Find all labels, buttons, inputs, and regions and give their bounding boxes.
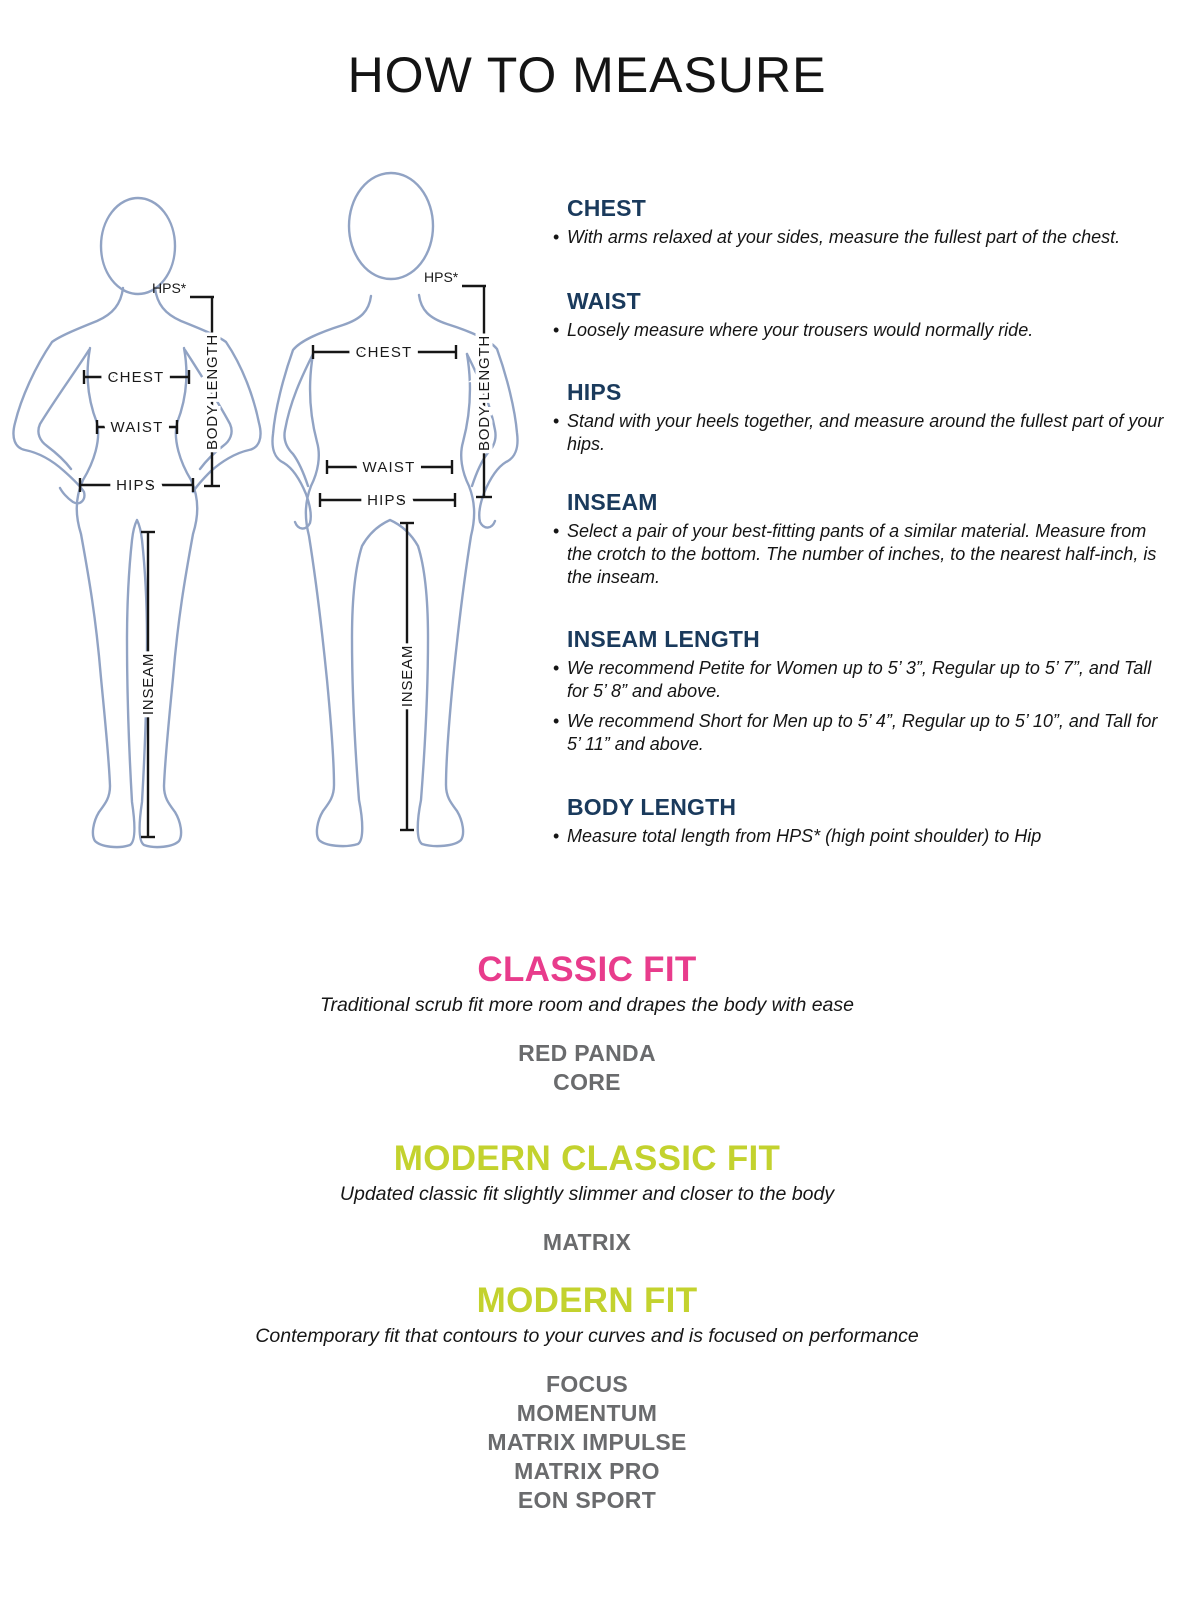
- instruction-bullet: [553, 710, 1171, 756]
- section-heading: CHEST: [567, 195, 646, 221]
- fit-description: Contemporary fit that contours to your curves and is focused on performance: [255, 1325, 919, 1347]
- male-inseam-label: INSEAM: [399, 644, 416, 708]
- instruction-bullet: [553, 226, 1171, 249]
- female-waist-label: WAIST: [110, 419, 164, 436]
- male-head-outline: [349, 173, 433, 279]
- instruction-section-hips: [553, 379, 1171, 456]
- bullet-dot: •: [553, 411, 560, 431]
- section-heading: WAIST: [567, 288, 641, 314]
- instruction-section-body-length: [553, 794, 1171, 848]
- fit-block-modern-classic: [0, 1139, 1174, 1257]
- bullet-text: We recommend Short for Men up to 5’ 4”, Regular up to 5’ 10”, and Tall for 5’ 11” and above.: [567, 710, 1158, 754]
- product-name: MATRIX: [542, 1229, 632, 1255]
- bullet-dot: •: [553, 826, 560, 846]
- fit-name: MODERN CLASSIC FIT: [393, 1139, 781, 1178]
- bullet-dot: •: [553, 320, 560, 340]
- section-heading: HIPS: [567, 379, 622, 405]
- fit-description: Traditional scrub fit more room and drapes the body with ease: [320, 994, 854, 1016]
- section-heading: INSEAM: [567, 489, 658, 515]
- fit-products: [0, 1039, 1174, 1097]
- instruction-section-inseam-length: [553, 626, 1171, 755]
- bullet-text: Stand with your heels together, and measure around the fullest part of your hips.: [567, 411, 1164, 454]
- section-heading: BODY LENGTH: [567, 794, 737, 820]
- bullet-dot: •: [553, 227, 560, 247]
- instruction-bullet: [553, 319, 1171, 342]
- fit-description: Updated classic fit slightly slimmer and closer to the body: [339, 1183, 835, 1205]
- bullet-dot: •: [553, 658, 560, 678]
- instruction-section-chest: [553, 195, 1171, 249]
- body-diagrams: [0, 140, 540, 900]
- fit-block-classic: [0, 950, 1174, 1097]
- female-body-length-label: BODY LENGTH: [204, 333, 221, 451]
- female-left-arm-outline: [13, 288, 123, 503]
- product-name: MATRIX PRO: [514, 1458, 660, 1484]
- product-name: RED PANDA: [518, 1040, 656, 1066]
- product-name: MOMENTUM: [516, 1400, 658, 1426]
- product-name: EON SPORT: [517, 1487, 657, 1513]
- fit-products: [0, 1228, 1174, 1257]
- fit-block-modern: [0, 1281, 1174, 1515]
- bullet-dot: •: [553, 710, 560, 731]
- fit-name: CLASSIC FIT: [477, 950, 697, 989]
- bullet-text: Select a pair of your best-fitting pants of a similar material. Measure from the crotch to the bottom. The number of inches, to the nearest half-inch, is the inseam.: [567, 521, 1157, 587]
- bullet-text: We recommend Petite for Women up to 5’ 3”, Regular up to 5’ 7”, and Tall for 5’ 8” and above.: [567, 658, 1152, 701]
- page-title: HOW TO MEASURE: [347, 47, 827, 103]
- measure-instructions: [553, 195, 1171, 895]
- product-name: FOCUS: [546, 1371, 628, 1397]
- instruction-bullet: [553, 825, 1171, 848]
- male-left-arm-outline: [272, 296, 371, 529]
- female-inseam-label: INSEAM: [140, 652, 157, 716]
- female-hips-label: HIPS: [116, 477, 156, 494]
- bullet-text: Loosely measure where your trousers would normally ride.: [567, 320, 1034, 340]
- bullet-dot: •: [553, 521, 560, 541]
- measurement-figures: [0, 140, 540, 900]
- fit-products: [0, 1370, 1174, 1515]
- male-torso-legs-outline: [306, 354, 474, 846]
- bullet-text: With arms relaxed at your sides, measure the fullest part of the chest.: [567, 227, 1121, 247]
- fit-name: MODERN FIT: [476, 1281, 698, 1320]
- male-waist-label: WAIST: [362, 459, 416, 476]
- instruction-section-waist: [553, 288, 1171, 342]
- male-body-length-label: BODY LENGTH: [476, 334, 493, 452]
- instruction-bullet: [553, 520, 1171, 589]
- instruction-section-inseam: [553, 489, 1171, 589]
- female-chest-label: CHEST: [107, 369, 165, 386]
- product-name: MATRIX IMPULSE: [487, 1429, 687, 1455]
- female-hps-label: HPS*: [152, 280, 187, 296]
- male-hips-label: HIPS: [367, 492, 407, 509]
- male-hps-label: HPS*: [424, 269, 459, 285]
- male-chest-label: CHEST: [355, 344, 413, 361]
- instruction-bullet: [553, 410, 1171, 456]
- instruction-bullet: [553, 657, 1171, 703]
- bullet-text: Measure total length from HPS* (high point shoulder) to Hip: [567, 826, 1042, 846]
- product-name: CORE: [553, 1069, 621, 1095]
- section-heading: INSEAM LENGTH: [567, 626, 760, 652]
